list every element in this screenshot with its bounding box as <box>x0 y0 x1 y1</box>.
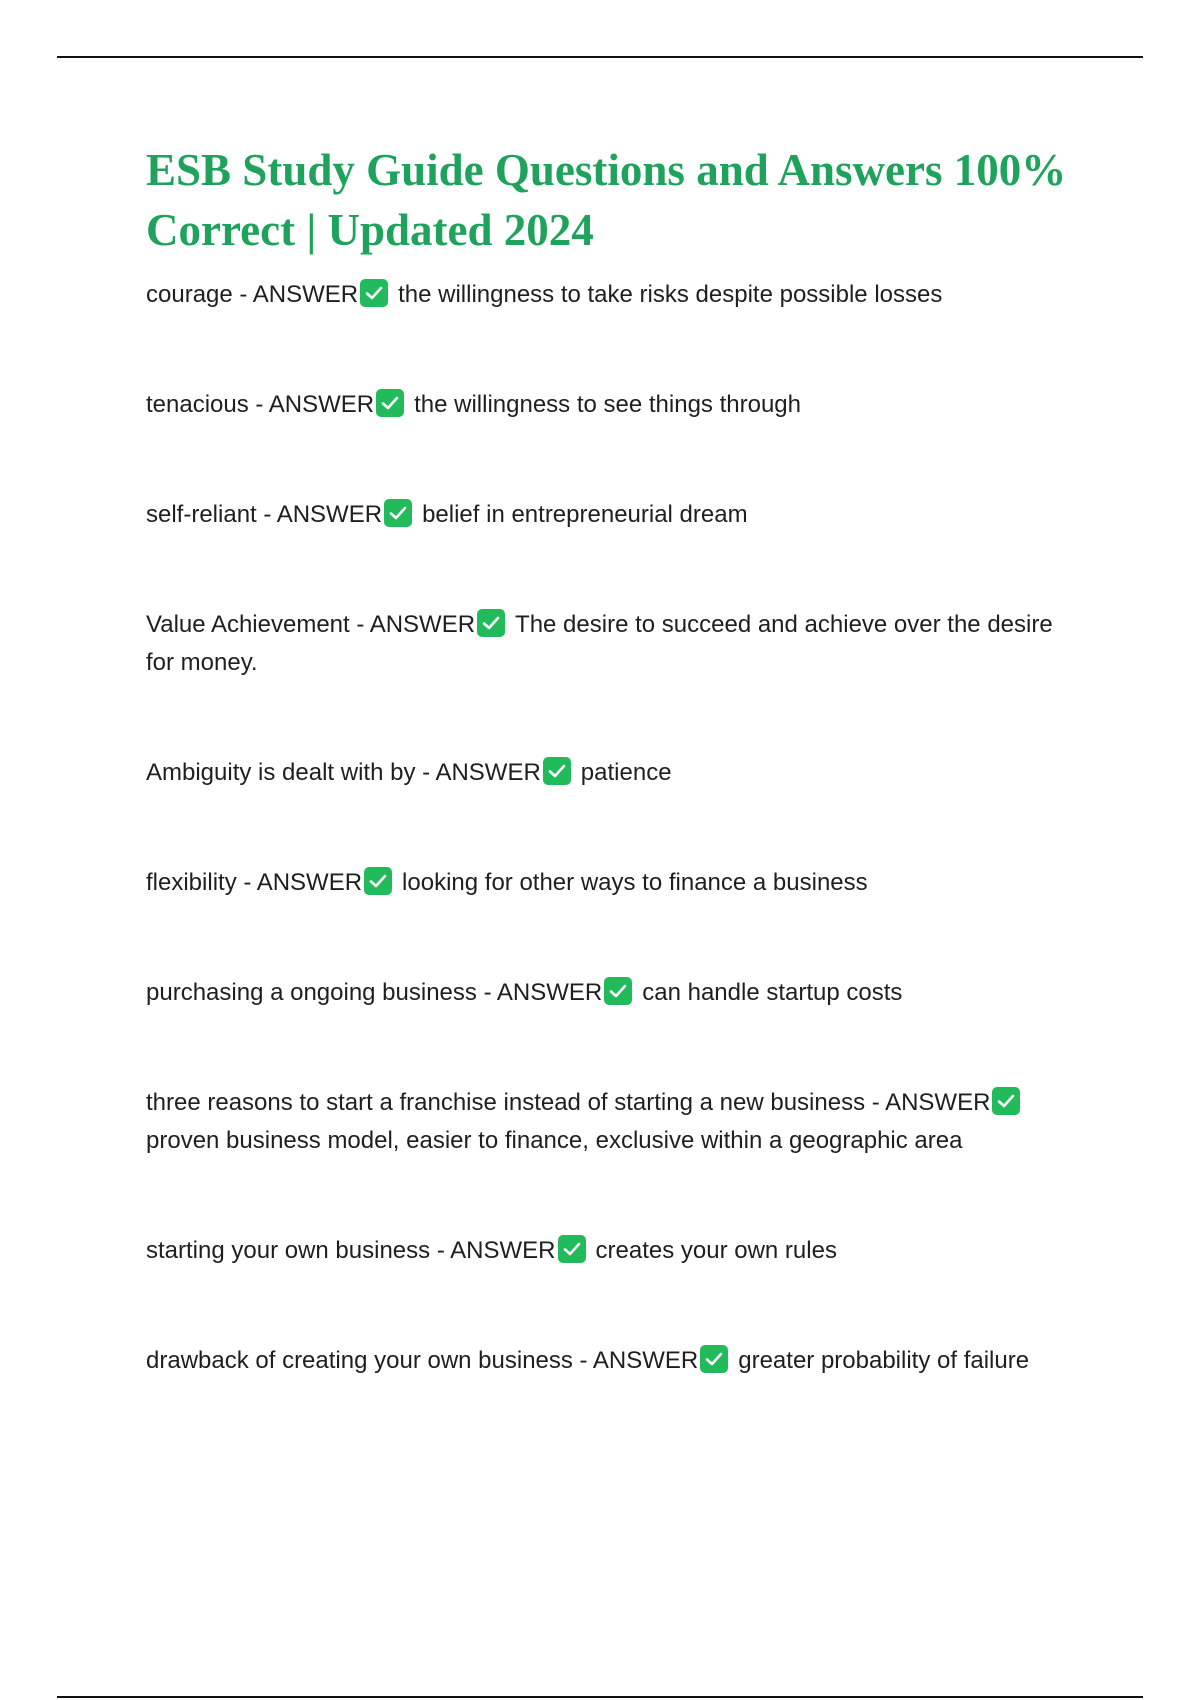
bottom-rule <box>57 1696 1143 1698</box>
checkmark-icon <box>376 389 404 417</box>
qa-item <box>146 496 1086 534</box>
question-text: purchasing a ongoing business - ANSWER <box>146 979 603 1006</box>
checkmark-icon <box>604 977 632 1005</box>
qa-item <box>146 606 1086 682</box>
qa-item <box>146 974 1086 1012</box>
question-text: starting your own business - ANSWER <box>146 1237 556 1264</box>
question-text: Ambiguity is dealt with by - ANSWER <box>146 759 541 786</box>
answer-text: The desire to succeed and achieve over the desire for money. <box>146 611 1053 676</box>
answer-text: proven business model, easier to finance, exclusive within a geographic area <box>146 1127 963 1154</box>
qa-item <box>146 386 1086 424</box>
checkmark-icon <box>558 1235 586 1263</box>
qa-list <box>146 276 1086 1380</box>
question-text: tenacious - ANSWER <box>146 391 375 418</box>
answer-text: the willingness to see things through <box>414 391 801 418</box>
checkmark-icon <box>543 757 571 785</box>
answer-text: creates your own rules <box>595 1237 837 1264</box>
qa-item <box>146 864 1086 902</box>
qa-item <box>146 1342 1086 1380</box>
question-text: three reasons to start a franchise instead of starting a new business - ANSWER <box>146 1089 991 1116</box>
answer-text: greater probability of failure <box>738 1347 1030 1374</box>
answer-text: looking for other ways to finance a business <box>402 869 868 896</box>
checkmark-icon <box>360 279 388 307</box>
checkmark-icon <box>477 609 505 637</box>
qa-item <box>146 276 1086 314</box>
checkmark-icon <box>384 499 412 527</box>
question-text: drawback of creating your own business - ANSWER <box>146 1347 699 1374</box>
answer-text: can handle startup costs <box>642 979 903 1006</box>
question-text: Value Achievement - ANSWER <box>146 611 476 638</box>
qa-item <box>146 754 1086 792</box>
checkmark-icon <box>992 1087 1020 1115</box>
answer-text: patience <box>580 759 672 786</box>
top-rule <box>57 56 1143 58</box>
qa-item <box>146 1084 1086 1160</box>
qa-item <box>146 1232 1086 1270</box>
document-title: ESB Study Guide Questions and Answers 100% Correct | Updated 2024 <box>146 145 1067 255</box>
question-text: flexibility - ANSWER <box>146 869 363 896</box>
question-text: courage - ANSWER <box>146 281 359 308</box>
answer-text: belief in entrepreneurial dream <box>422 501 748 528</box>
checkmark-icon <box>364 867 392 895</box>
checkmark-icon <box>700 1345 728 1373</box>
document-body <box>146 140 1086 1380</box>
question-text: self-reliant - ANSWER <box>146 501 383 528</box>
answer-text: the willingness to take risks despite possible losses <box>398 281 943 308</box>
